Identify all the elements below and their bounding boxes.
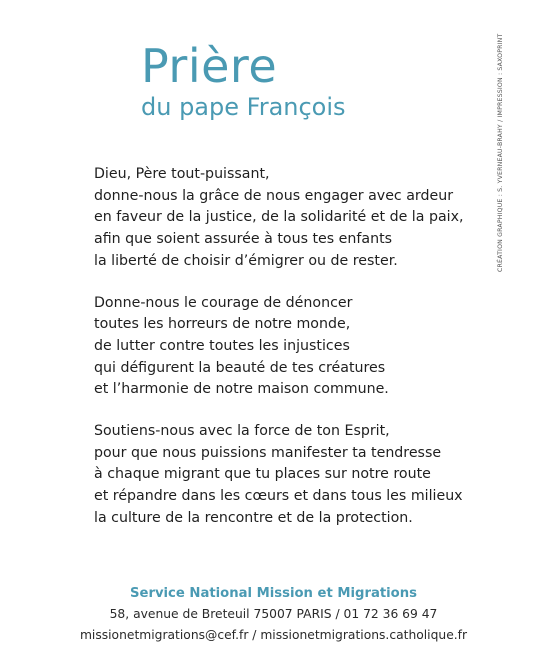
prayer-line: donne-nous la grâce de nous engager avec ardeur [94,187,454,204]
prayer-line: et répandre dans les cœurs et dans tous les milieux [94,488,463,505]
prayer-line: qui défigurent la beauté de tes créatures [94,359,386,376]
prayer-line: Donne-nous le courage de dénoncer [94,294,353,311]
prayer-line: pour que nous puissions manifester ta tendresse [94,444,442,461]
prayer-text [94,164,474,550]
contact-email-website: missionetmigrations@cef.fr / missionetmigrations.catholique.fr [79,628,468,642]
prayer-line: la liberté de choisir d’émigrer ou de rester. [94,252,398,269]
design-credit: CRÉATION GRAPHIQUE : S. YVERNEAU-BRAHY / IMPRESSION : SAXOPRINT [497,33,504,272]
prayer-line: Dieu, Père tout-puissant, [94,166,270,182]
prayer-line: Soutiens-nous avec la force de ton Esprit, [94,423,390,440]
prayer-line: et l’harmonie de notre maison commune. [94,381,389,398]
prayer-stanza-1 [94,164,474,273]
footer [0,584,547,646]
address-phone: 58, avenue de Breteuil 75007 PARIS / 01 72 36 69 47 [109,607,438,621]
page-title: Prière [141,39,278,93]
prayer-line: à chaque migrant que tu places sur notre route [94,466,431,483]
prayer-stanza-2 [94,293,474,402]
prayer-stanza-3 [94,421,474,530]
prayer-line: la culture de la rencontre et de la protection. [94,509,413,526]
organization-name: Service National Mission et Migrations [130,586,417,601]
prayer-line: afin que soient assurée à tous tes enfants [94,231,393,248]
prayer-line: de lutter contre toutes les injustices [94,337,350,354]
prayer-line: en faveur de la justice, de la solidarité et de la paix, [94,209,464,226]
page-subtitle: du pape François [141,93,346,121]
prayer-line: toutes les horreurs de notre monde, [94,316,351,333]
